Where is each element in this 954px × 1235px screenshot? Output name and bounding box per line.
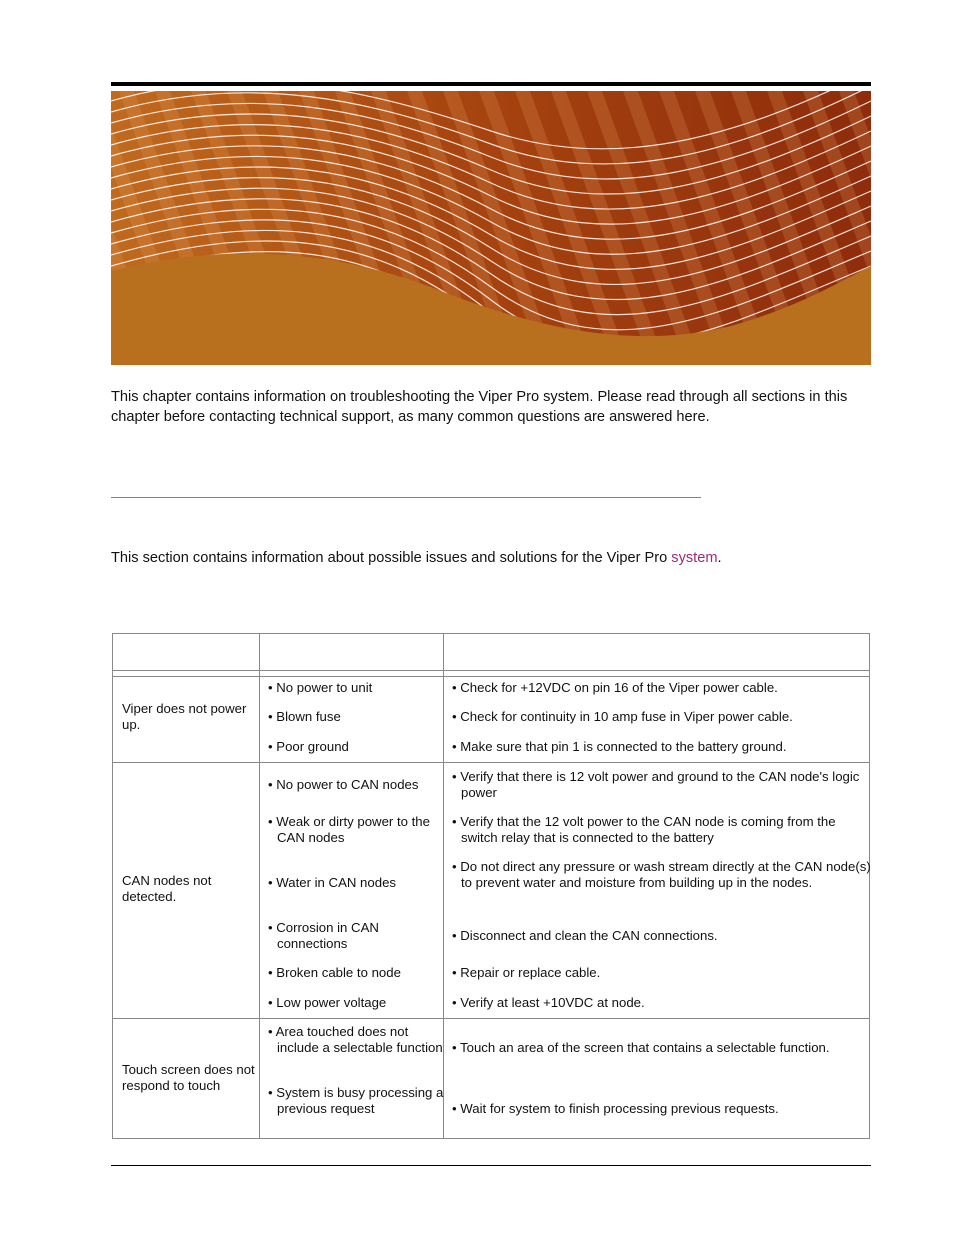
cause-item: • Water in CAN nodes: [268, 875, 396, 890]
solution-item: • Touch an area of the screen that contains a selectable function.: [452, 1040, 830, 1055]
solution-item: • Check for +12VDC on pin 16 of the Viper power cable.: [452, 680, 778, 695]
cause-item: • Weak or dirty power to the CAN nodes: [268, 814, 430, 845]
problem-cell: Touch screen does not respond to touch: [122, 1062, 255, 1093]
footer-rule: [111, 1165, 871, 1166]
cause-item: • Low power voltage: [268, 995, 387, 1010]
top-rule: [111, 82, 871, 86]
solution-item: • Make sure that pin 1 is connected to the battery ground.: [452, 739, 787, 754]
problem-cell: Viper does not power up.: [122, 701, 247, 732]
solution-item: • Wait for system to finish processing previous requests.: [452, 1101, 779, 1116]
solution-item: • Verify at least +10VDC at node.: [452, 995, 645, 1010]
solution-item: • Repair or replace cable.: [452, 965, 601, 980]
chapter-intro: [111, 388, 871, 427]
problem-cell: CAN nodes not detected.: [122, 873, 212, 904]
solution-item: • Check for continuity in 10 amp fuse in Viper power cable.: [452, 709, 793, 724]
troubleshooting-table: [112, 633, 870, 1139]
solution-item: • Do not direct any pressure or wash stream directly at the CAN node(s) to prevent water and moisture from building up in the nodes.: [452, 859, 871, 890]
chapter-banner-image: [111, 91, 871, 365]
section-heading-rule: [111, 497, 701, 498]
cause-item: • Blown fuse: [268, 709, 341, 724]
cause-item: • System is busy processing a previous request: [268, 1085, 444, 1116]
row-divider-1: [113, 762, 869, 763]
column-divider-1: [259, 634, 260, 1138]
solution-item: • Disconnect and clean the CAN connections.: [452, 928, 718, 943]
cause-item: • Area touched does not include a selectable function: [268, 1024, 443, 1055]
banner-wave-graphic: [111, 91, 871, 365]
solution-item: • Verify that the 12 volt power to the CAN node is coming from the switch relay that is connected to the battery: [452, 814, 836, 845]
section-text-before: This section contains information about possible issues and solutions for the Viper Pro: [111, 550, 672, 566]
cause-item: • Corrosion in CAN connections: [268, 920, 379, 951]
cause-item: • No power to unit: [268, 680, 373, 695]
system-link[interactable]: system: [671, 550, 718, 566]
header-row-line: [113, 670, 869, 671]
cause-item: • No power to CAN nodes: [268, 777, 419, 792]
header-row-double-line: [113, 676, 869, 677]
section-intro: [111, 549, 871, 568]
cause-item: • Poor ground: [268, 739, 349, 754]
cause-item: • Broken cable to node: [268, 965, 401, 980]
section-text-after: .: [717, 550, 722, 566]
solution-item: • Verify that there is 12 volt power and ground to the CAN node's logic power: [452, 769, 860, 800]
row-divider-2: [113, 1018, 869, 1019]
intro-paragraph: This chapter contains information on troubleshooting the Viper Pro system. Please read through all sections in this chapter before contacting technical support, as many common questions are answered here.: [111, 389, 848, 425]
